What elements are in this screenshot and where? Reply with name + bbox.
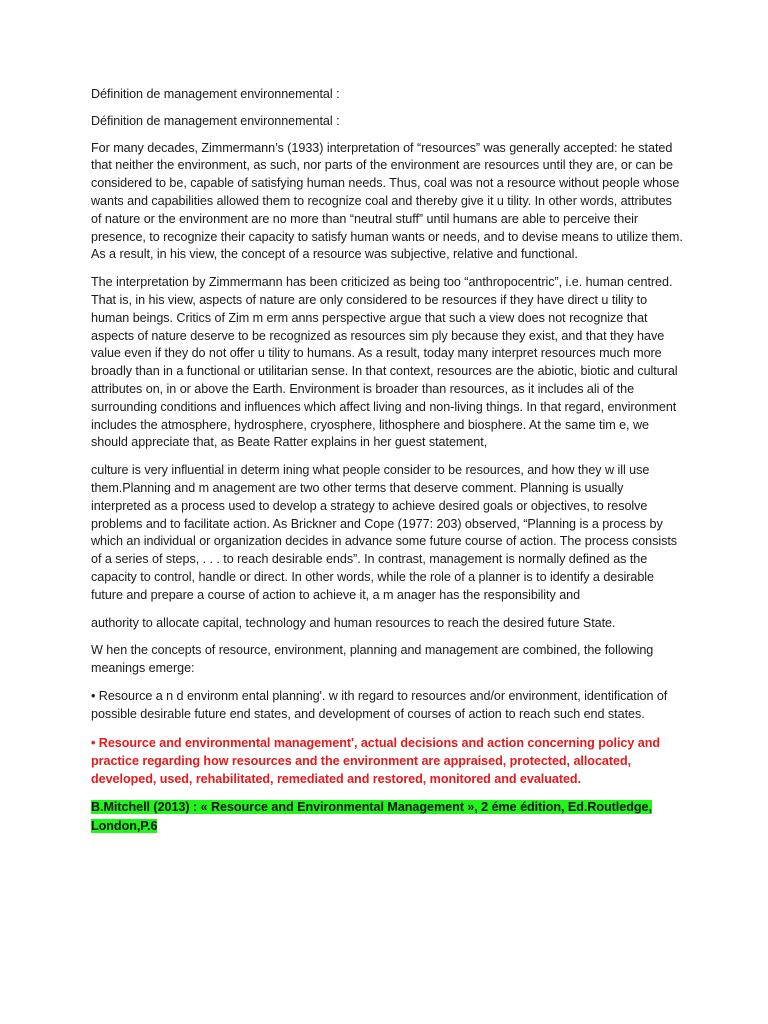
paragraph-zimmermann: For many decades, Zimmermann’s (1933) interpretation of “resources” was generally accepted: he stated that neither the environment, as such, nor parts of the environment are resources until they are, or can be considered to be, capable of satisfying human needs. Thus, coal was not a resource without people whose wants and capabilities allowed them to recognize coal and thereby give it u tility. In other words, attributes of nature or the environment are no more than “neutral stuff” until humans are able to perceive their presence, to recognize their capacity to satisfy human wants or needs, and to devise means to utilize them. As a result, in his view, the concept of a resource was subjective, relative and functional.: [91, 140, 683, 262]
heading-1: Définition de management environnemental :: [91, 87, 340, 101]
paragraph-culture-planning: culture is very influential in determ ining what people consider to be resources, and how they w ill use them.Planning and m anagement are two other terms that deserve comment. Planning is usually interpreted as a process used to develop a strategy to achieve desired goals or objectives, to resolve problems and to facilitate action. As Brickner and Cope (1977: 203) observed, “Planning is a process by which an individual or organization decides in advance some future course of action. The process consists of a series of steps, . . . to reach desirable ends”. In contrast, management is normally defined as the capacity to control, handle or direct. In other words, while the role of a planner is to identify a desirable future and prepare a course of action to achieve it, a m anager has the responsibility and: [91, 463, 678, 602]
heading-2: Définition de management environnemental :: [91, 113, 340, 128]
bullet-planning: • Resource a n d environm ental planning'. w ith regard to resources and/or environment, identification of possible desirable future end states, and development of courses of action to reach such end states.: [91, 688, 668, 721]
document-page: [91, 86, 683, 846]
bullet-management: • Resource and environmental management', actual decisions and action concerning policy and practice regarding how resources and the environment are appraised, protected, allocated, developed, used, rehabilitated, remediated and restored, monitored and evaluated.: [91, 735, 661, 786]
paragraph-authority: authority to allocate capital, technology and human resources to reach the desired future State.: [91, 615, 616, 630]
citation: [91, 798, 683, 836]
paragraph-combined-concepts: W hen the concepts of resource, environment, planning and management are combined, the following meanings emerge:: [91, 643, 654, 676]
citation-text: B.Mitchell (2013) : « Resource and Environmental Management », 2 éme édition, Ed.Routledge, London,P.6: [91, 799, 652, 833]
paragraph-anthropocentric: The interpretation by Zimmermann has been criticized as being too “anthropocentric”, i.e. human centred. That is, in his view, aspects of nature are only considered to be resources if they have direct u tility to human beings. Critics of Zim m erm anns perspective argue that such a view does not recognize that aspects of nature deserve to be recognized as resources sim ply because they exist, and that they have value even if they do not offer u tility to humans. As a result, today many interpret resources much more broadly than in a functional or utilitarian sense. In that context, resources are the abiotic, biotic and cultural attributes on, in or above the Earth. Environment is broader than resources, as it includes ali of the surrounding conditions and influences which affect living and non-living things. In that regard, environment includes the atmosphere, hydrosphere, cryosphere, lithosphere and biosphere. At the same tim e, we should appreciate that, as Beate Ratter explains in her guest statement,: [91, 275, 678, 450]
